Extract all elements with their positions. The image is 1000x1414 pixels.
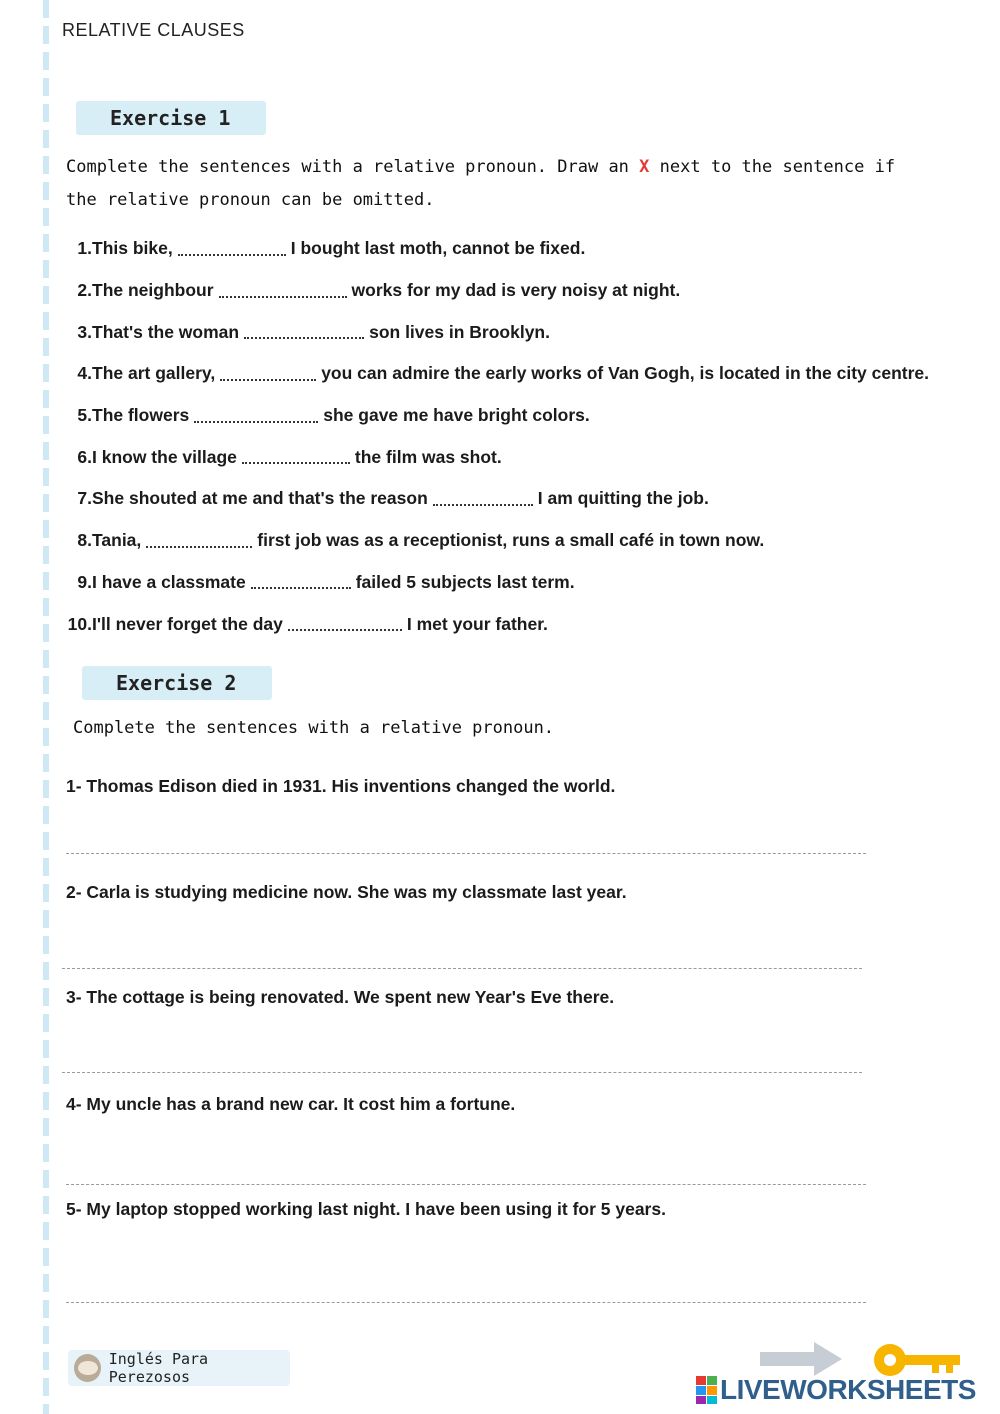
exercise-1-item bbox=[62, 520, 992, 562]
answer-blank[interactable] bbox=[220, 375, 316, 381]
exercise-1-item bbox=[62, 353, 992, 395]
instruction-text-2: next to the sentence if bbox=[659, 157, 896, 177]
item-text-after: son lives in Brooklyn. bbox=[369, 321, 550, 342]
item-text-before: I have a classmate bbox=[92, 571, 246, 592]
item-text-after: first job was as a receptionist, runs a small café in town now. bbox=[257, 530, 765, 551]
item-number: 3. bbox=[77, 321, 92, 342]
exercise-2-item: 1- Thomas Edison died in 1931. His inventions changed the world. bbox=[66, 776, 616, 796]
answer-line[interactable] bbox=[62, 1072, 862, 1073]
exercise-1-instruction bbox=[66, 151, 976, 217]
exercise-1-item bbox=[62, 562, 992, 604]
exercise-2-item: 5- My laptop stopped working last night. I have been using it for 5 years. bbox=[66, 1199, 666, 1219]
item-text-after: I met your father. bbox=[406, 613, 548, 634]
answer-blank[interactable] bbox=[219, 292, 347, 298]
answer-blank[interactable] bbox=[244, 333, 364, 339]
item-number: 5. bbox=[77, 405, 92, 426]
answer-blank[interactable] bbox=[433, 500, 533, 506]
item-text-before: She shouted at me and that's the reason bbox=[92, 488, 428, 509]
item-text-after: failed 5 subjects last term. bbox=[355, 571, 575, 592]
sloth-icon bbox=[74, 1354, 101, 1382]
page-title: RELATIVE CLAUSES bbox=[62, 20, 245, 40]
exercise-2-item: 3- The cottage is being renovated. We spent new Year's Eve there. bbox=[66, 987, 615, 1007]
item-text-before: Tania, bbox=[92, 530, 142, 551]
answer-blank[interactable] bbox=[194, 417, 318, 423]
arrow-icon bbox=[760, 1342, 842, 1376]
item-text-after: she gave me have bright colors. bbox=[323, 405, 590, 426]
exercise-2-instruction: Complete the sentences with a relative pronoun. bbox=[73, 718, 555, 738]
instruction-text-1: Complete the sentences with a relative pronoun. Draw an bbox=[66, 157, 629, 177]
exercise-1-item bbox=[62, 270, 992, 312]
answer-blank[interactable] bbox=[146, 542, 252, 548]
liveworksheets-text: LIVEWORKSHEETS bbox=[720, 1374, 976, 1405]
item-number: 10. bbox=[67, 613, 92, 634]
answer-line[interactable] bbox=[66, 1302, 866, 1303]
item-text-before: The flowers bbox=[92, 405, 190, 426]
liveworksheets-logo[interactable] bbox=[696, 1338, 996, 1408]
item-number: 6. bbox=[77, 446, 92, 467]
footer-brand-text: Inglés Para Perezosos bbox=[108, 1350, 209, 1386]
answer-line[interactable] bbox=[66, 1184, 866, 1185]
exercise-2-item: 4- My uncle has a brand new car. It cost him a fortune. bbox=[66, 1094, 516, 1114]
item-text-before: The art gallery, bbox=[92, 363, 216, 384]
instruction-text-3: the relative pronoun can be omitted. bbox=[66, 190, 435, 210]
item-text-after: I bought last moth, cannot be fixed. bbox=[290, 238, 586, 259]
logo-squares-icon bbox=[696, 1376, 718, 1404]
answer-blank[interactable] bbox=[251, 583, 351, 589]
dashed-left-border bbox=[43, 0, 49, 1414]
red-x-mark: X bbox=[639, 157, 650, 177]
answer-blank[interactable] bbox=[242, 458, 350, 464]
item-number: 4. bbox=[77, 363, 92, 384]
exercise-2-item: 2- Carla is studying medicine now. She was my classmate last year. bbox=[66, 882, 627, 902]
item-number: 8. bbox=[77, 530, 92, 551]
footer-brand-badge bbox=[68, 1350, 290, 1386]
answer-line[interactable] bbox=[62, 968, 862, 969]
exercise-1-item bbox=[62, 478, 992, 520]
item-text-after: works for my dad is very noisy at night. bbox=[351, 280, 681, 301]
item-text-before: That's the woman bbox=[92, 321, 240, 342]
item-text-after: I am quitting the job. bbox=[537, 488, 709, 509]
item-number: 2. bbox=[77, 280, 92, 301]
item-text-before: I know the village bbox=[92, 446, 237, 467]
item-text-before: I'll never forget the day bbox=[92, 613, 283, 634]
item-number: 9. bbox=[77, 571, 92, 592]
answer-blank[interactable] bbox=[178, 250, 286, 256]
exercise-1-label: Exercise 1 bbox=[76, 101, 266, 135]
answer-blank[interactable] bbox=[288, 625, 402, 631]
item-text-after: the film was shot. bbox=[354, 446, 502, 467]
item-text-before: The neighbour bbox=[92, 280, 214, 301]
exercise-1-item bbox=[62, 436, 992, 478]
exercise-1-item bbox=[62, 228, 992, 270]
exercise-1-list bbox=[62, 228, 992, 645]
item-number: 7. bbox=[77, 488, 92, 509]
exercise-1-item bbox=[62, 603, 992, 645]
exercise-1-item bbox=[62, 311, 992, 353]
exercise-1-item bbox=[62, 395, 992, 437]
item-text-before: This bike, bbox=[92, 238, 173, 259]
answer-line[interactable] bbox=[66, 853, 866, 854]
item-number: 1. bbox=[77, 238, 92, 259]
exercise-2-label: Exercise 2 bbox=[82, 666, 272, 700]
item-text-after: you can admire the early works of Van Gogh, is located in the city centre. bbox=[321, 363, 930, 384]
